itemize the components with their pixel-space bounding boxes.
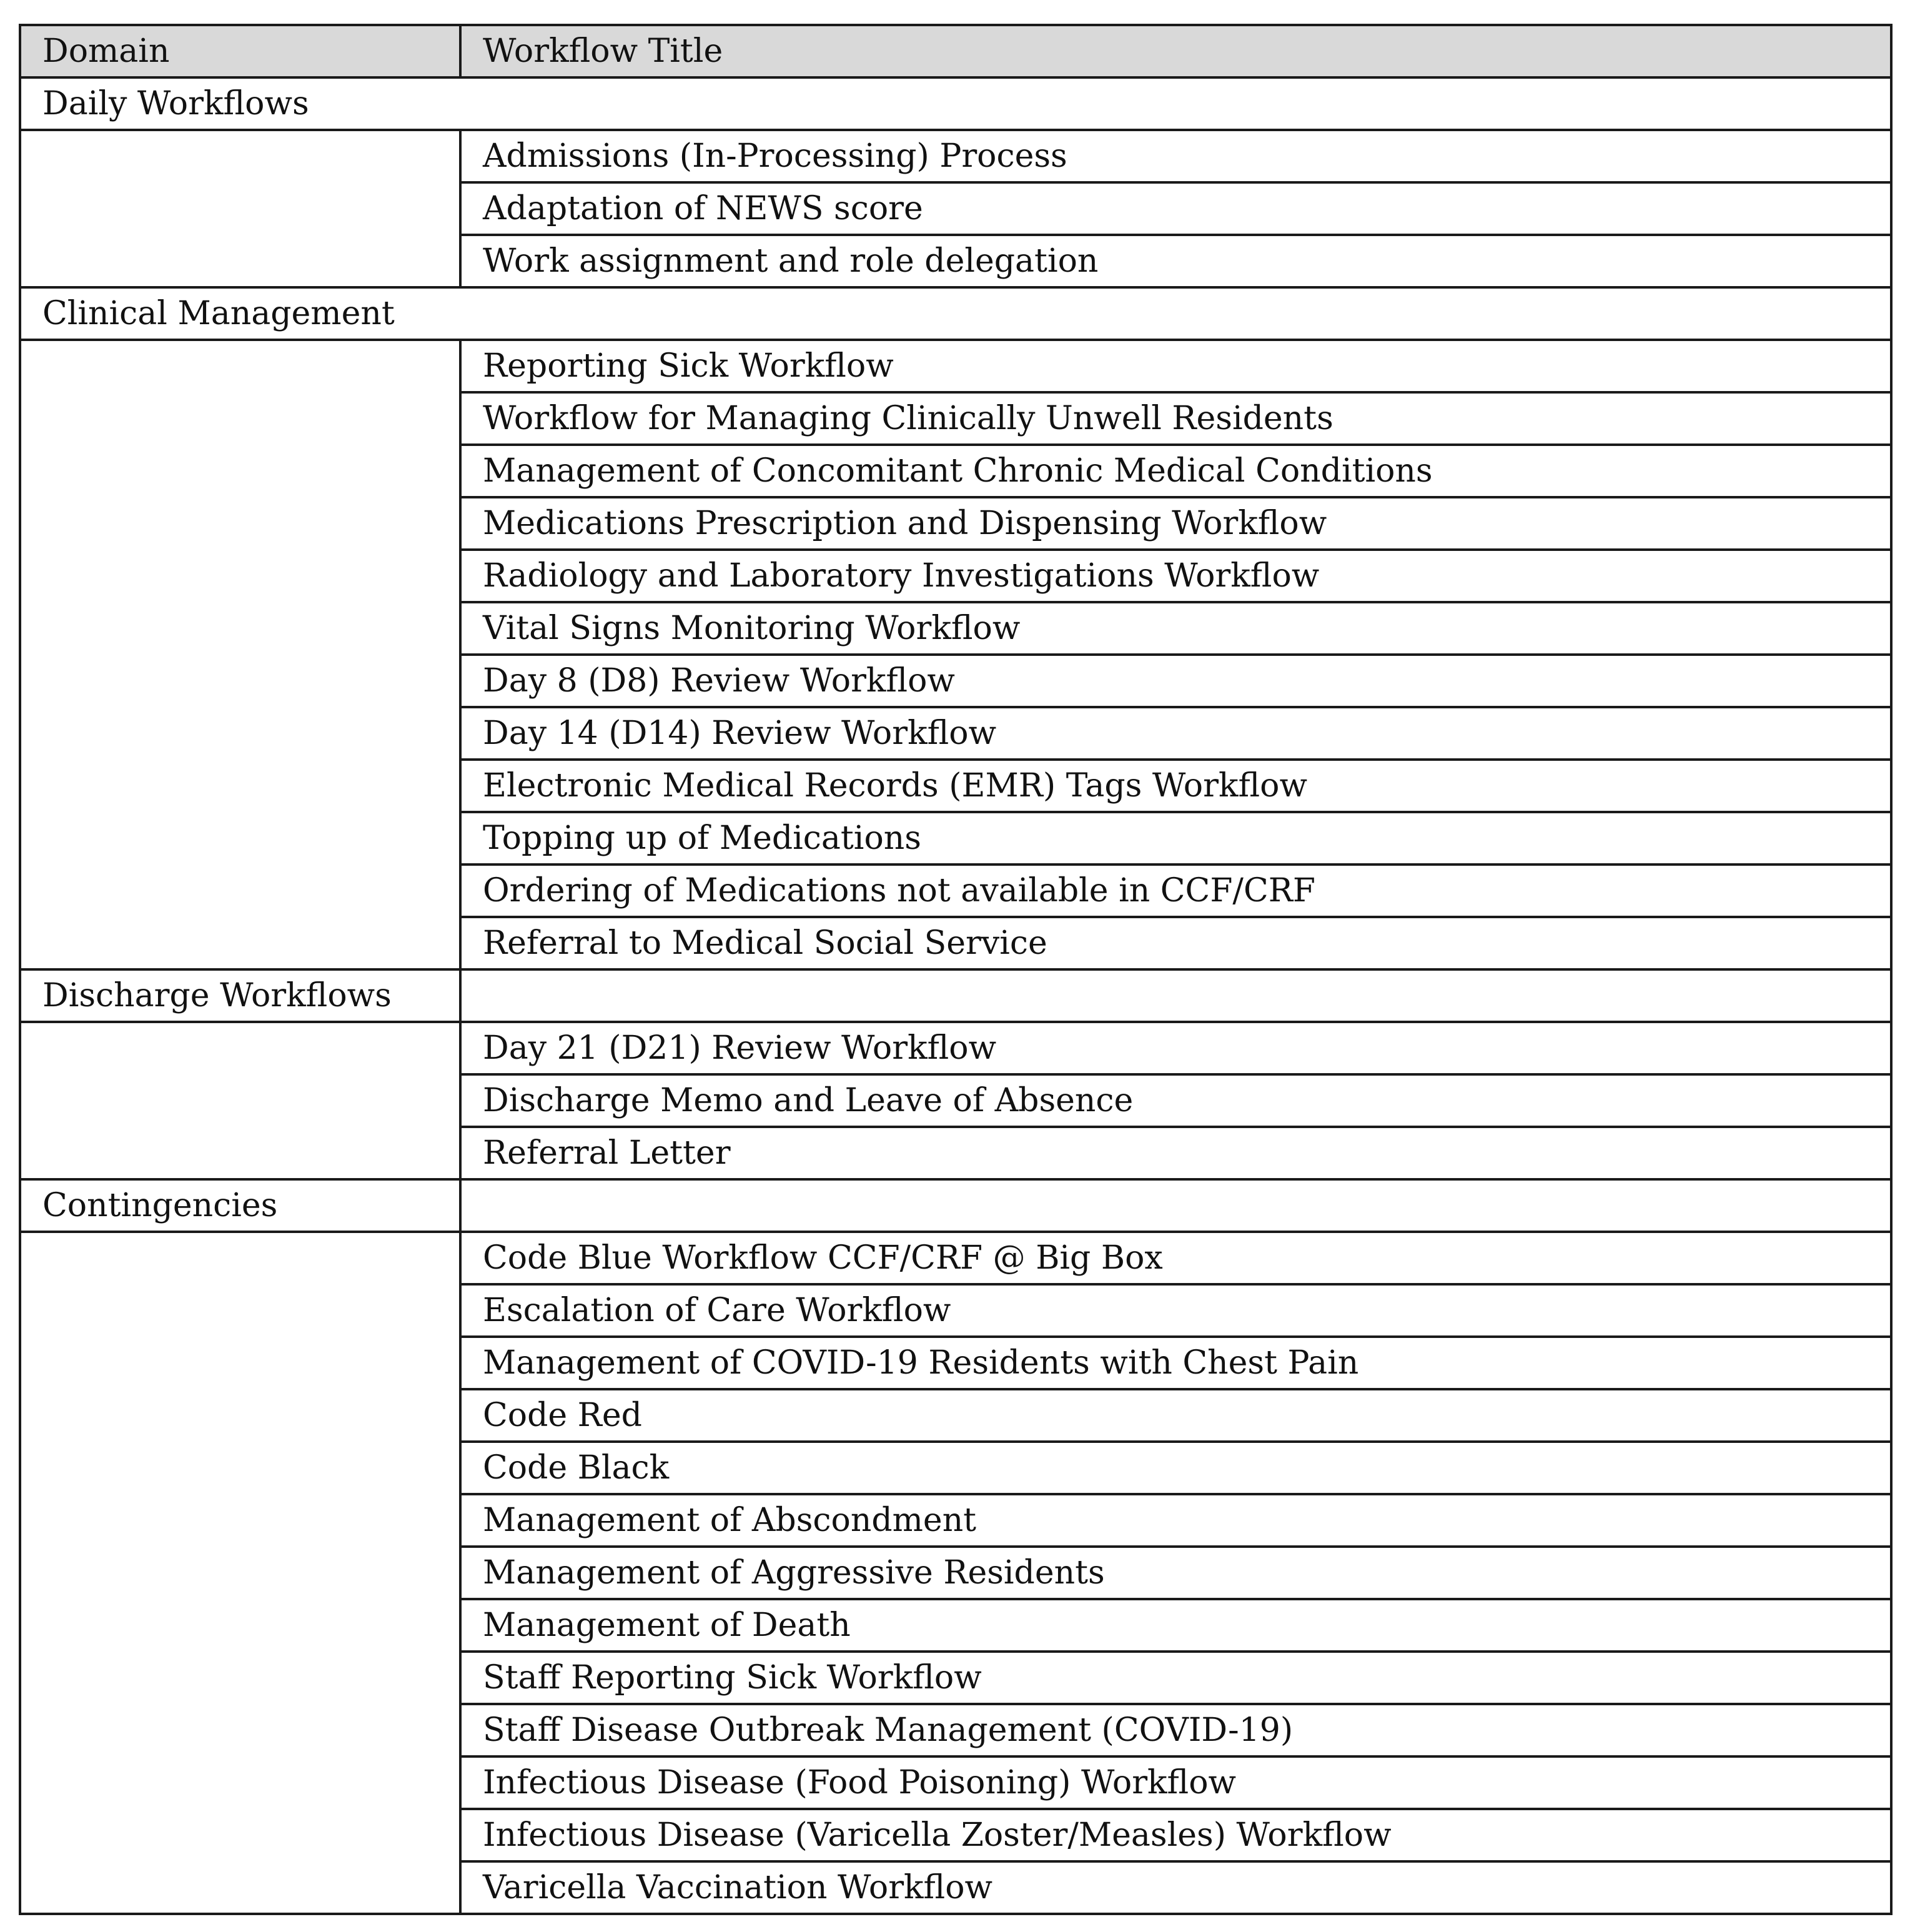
domain-cell: Daily Workflows: [20, 77, 1891, 130]
workflow-title-cell: Escalation of Care Workflow: [460, 1284, 1891, 1337]
workflow-title-cell: Day 8 (D8) Review Workflow: [460, 655, 1891, 707]
domain-row-daily-workflows: [20, 77, 1891, 130]
blank-domain-cell: [20, 1022, 460, 1179]
domain-row-clinical-management: [20, 287, 1891, 340]
workflow-title-cell: Management of COVID-19 Residents with Chest Pain: [460, 1337, 1891, 1389]
workflow-title-cell: Topping up of Medications: [460, 812, 1891, 864]
workflow-title-cell: Varicella Vaccination Workflow: [460, 1861, 1891, 1914]
empty-title-cell: [460, 1179, 1891, 1232]
workflow-row: [20, 340, 1891, 392]
table-body: [20, 77, 1891, 1914]
workflow-title-cell: Management of Death: [460, 1599, 1891, 1652]
workflow-title-cell: Staff Disease Outbreak Management (COVID-19): [460, 1704, 1891, 1756]
blank-domain-cell: [20, 340, 460, 969]
domain-cell: Contingencies: [20, 1179, 460, 1232]
domain-row-discharge-workflows: [20, 969, 1891, 1022]
workflow-title-cell: Referral to Medical Social Service: [460, 917, 1891, 969]
workflow-title-cell: Code Red: [460, 1389, 1891, 1442]
workflow-title-cell: Day 21 (D21) Review Workflow: [460, 1022, 1891, 1074]
workflow-title-cell: Management of Aggressive Residents: [460, 1547, 1891, 1599]
domain-row-contingencies: [20, 1179, 1891, 1232]
domain-cell: Clinical Management: [20, 287, 1891, 340]
workflow-title-cell: Day 14 (D14) Review Workflow: [460, 707, 1891, 760]
domain-cell: Discharge Workflows: [20, 969, 460, 1022]
workflow-title-cell: Discharge Memo and Leave of Absence: [460, 1074, 1891, 1127]
workflow-title-cell: Admissions (In-Processing) Process: [460, 130, 1891, 182]
workflow-title-cell: Electronic Medical Records (EMR) Tags Workflow: [460, 760, 1891, 812]
workflow-title-cell: Reporting Sick Workflow: [460, 340, 1891, 392]
header-row: [20, 25, 1891, 77]
workflow-title-cell: Management of Abscondment: [460, 1494, 1891, 1547]
workflow-title-cell: Management of Concomitant Chronic Medical Conditions: [460, 445, 1891, 497]
header-workflow-title: Workflow Title: [460, 25, 1891, 77]
workflow-title-cell: Code Black: [460, 1442, 1891, 1494]
workflow-title-cell: Infectious Disease (Varicella Zoster/Measles) Workflow: [460, 1809, 1891, 1861]
workflow-title-cell: Staff Reporting Sick Workflow: [460, 1652, 1891, 1704]
workflow-row: [20, 1022, 1891, 1074]
empty-title-cell: [460, 969, 1891, 1022]
workflow-table: [19, 24, 1893, 1915]
workflow-title-cell: Vital Signs Monitoring Workflow: [460, 602, 1891, 655]
workflow-row: [20, 130, 1891, 182]
workflow-title-cell: Infectious Disease (Food Poisoning) Workflow: [460, 1756, 1891, 1809]
workflow-title-cell: Medications Prescription and Dispensing Workflow: [460, 497, 1891, 550]
header-domain: Domain: [20, 25, 460, 77]
workflow-title-cell: Code Blue Workflow CCF/CRF @ Big Box: [460, 1232, 1891, 1284]
workflow-title-cell: Adaptation of NEWS score: [460, 182, 1891, 235]
workflow-title-cell: Workflow for Managing Clinically Unwell Residents: [460, 392, 1891, 445]
blank-domain-cell: [20, 1232, 460, 1914]
workflow-row: [20, 1232, 1891, 1284]
workflow-title-cell: Ordering of Medications not available in CCF/CRF: [460, 864, 1891, 917]
workflow-title-cell: Work assignment and role delegation: [460, 235, 1891, 287]
workflow-title-cell: Referral Letter: [460, 1127, 1891, 1179]
blank-domain-cell: [20, 130, 460, 287]
workflow-title-cell: Radiology and Laboratory Investigations Workflow: [460, 550, 1891, 602]
